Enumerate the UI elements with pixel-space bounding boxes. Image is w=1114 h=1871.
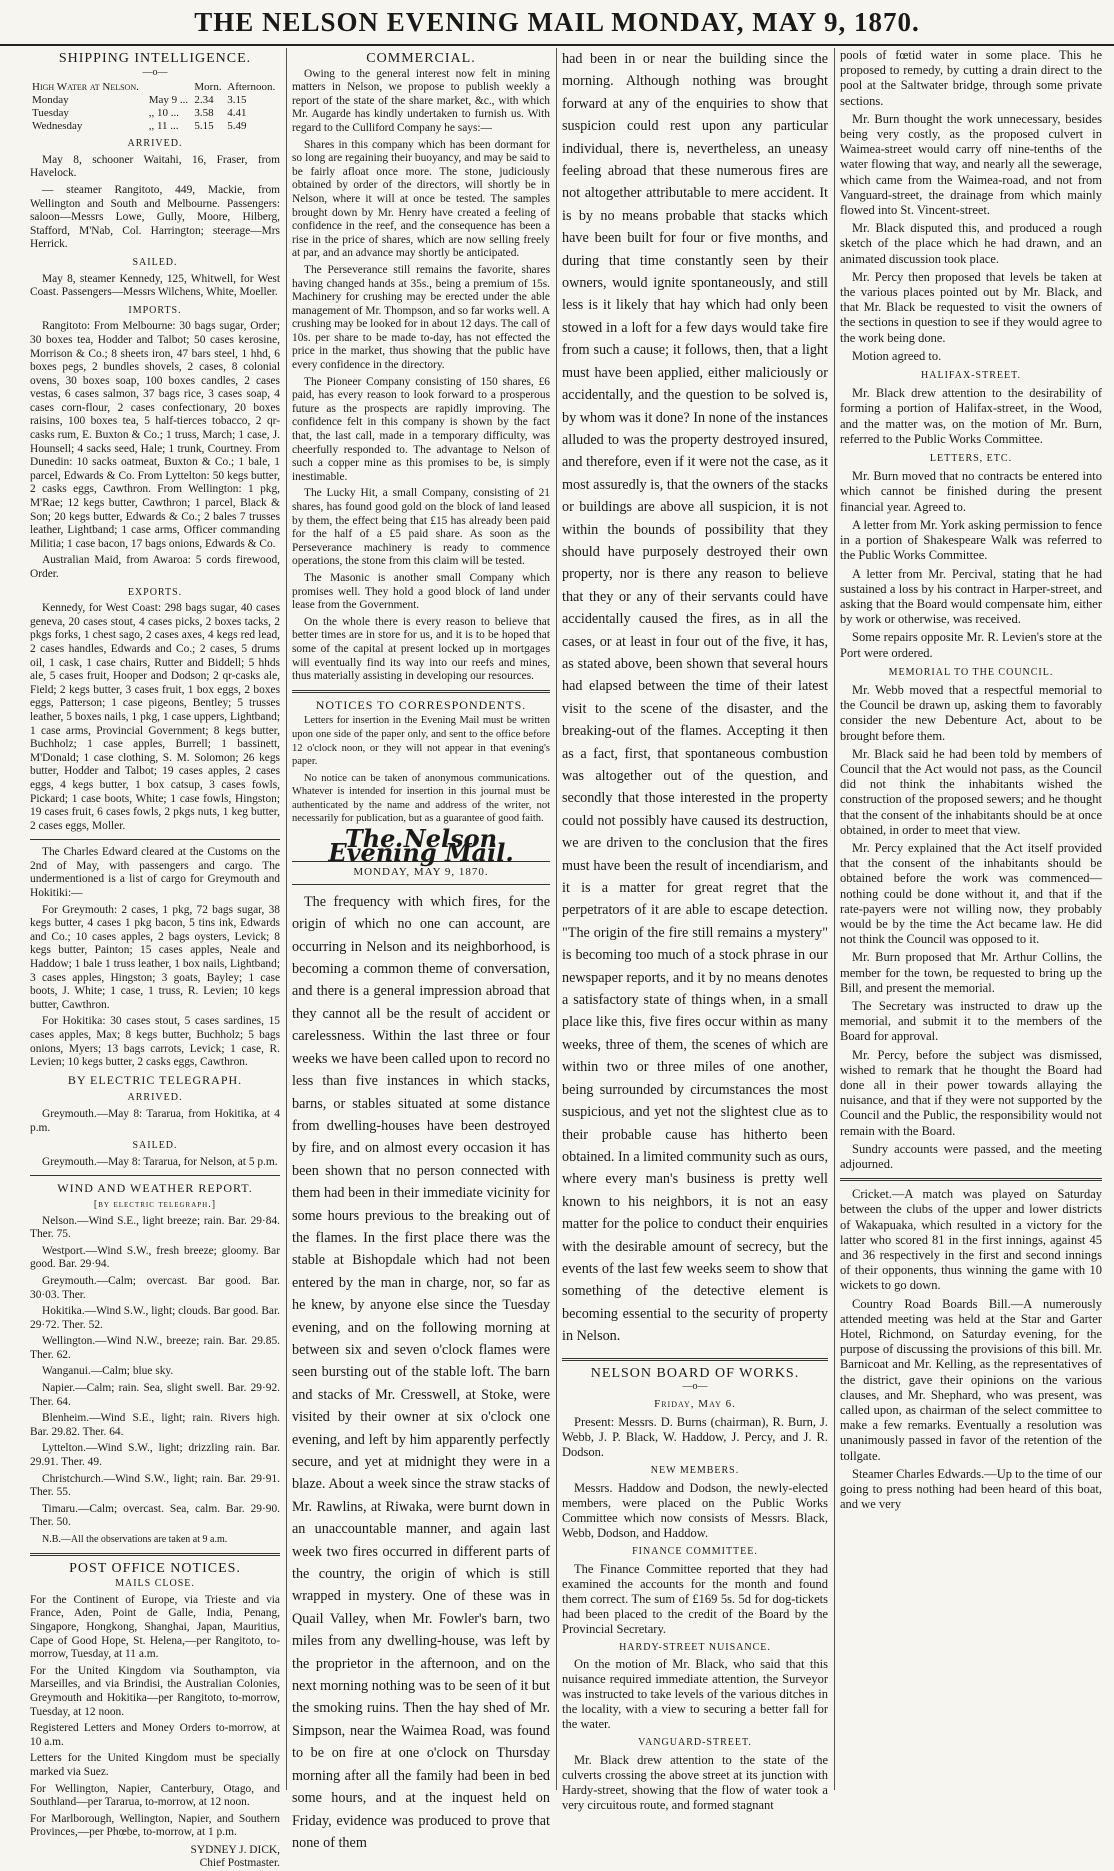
hokitika-cargo: For Hokitika: 30 cases stout, 5 cases sardines, 15 cases apples, Max; 8 kegs butter, Buchholz; 5 bags onions, Myers; 13 bags carrots, Levick; 1 case, R. Levien; 10 kegs butter, 2 casks eggs, Cawthron. (30, 1015, 280, 1069)
vanguard-street-heading: VANGUARD-STREET. (638, 1737, 752, 1749)
notice-paragraph: Letters for insertion in the Evening Mail must be written upon one side of the paper only, and sent to the office before 12 o'clock noon, or they will not appear in that evening's paper. (292, 715, 550, 768)
memorial-heading: MEMORIAL TO THE COUNCIL. (888, 666, 1054, 678)
memorial-paragraph: Mr. Percy, before the subject was dismissed, wished to remark that he thought the Board had done all in their power towards allaying the nuisance, and that if they were not supported by the Council and the Public, the responsibility would not remain with the Board. (840, 1047, 1102, 1138)
ornament: —o— (682, 1381, 708, 1393)
board-date: Friday, May 6. (654, 1397, 736, 1410)
board-paragraph: Motion agreed to. (852, 348, 942, 363)
commercial-paragraph: The Perseverance still remains the favorite, shares having changed hands at 35s., being a premium of 15s. Machinery for crushing may be erected under the able management of Mr. Thompson, and so far works well. A crushing may be looked for in about 12 days. The call of 10s. per share to be made to-day, has not effected the price in the market, thus showing that the public have every confidence in the directory. (292, 263, 550, 372)
tide-row: Wednesday ,, 11 ... 5.15 5.49 (32, 120, 247, 133)
board-paragraph: pools of fœtid water in some place. This he proposed to remedy, by cutting a drain direct to the pool at the Saltwater bridge, through some private sections. (840, 48, 1102, 108)
charles-edward-notice: The Charles Edward cleared at the Customs on the 2nd of May, with passengers and cargo. The undermentioned is a list of cargo for Greymouth and Hokitiki:— (30, 846, 280, 900)
memorial-paragraph: Mr. Percy explained that the Act itself provided that the consent of the inhabitants should be obtained before the work was commenced—nothing could be done without it, and that if the rate-payers were not willing now, they probably would be by the time the Act became law. He did not think the Council was opposed to it. (840, 840, 1102, 947)
board-paragraph: Mr. Percy then proposed that levels be taken at the various places pointed out by Mr. Black, and that Mr. Black be requested to visit the owners of the sections in question to see if they would agree to the work being done. (840, 269, 1102, 345)
letters-paragraph: A letter from Mr. Percival, stating that he had sustained a loss by his contract in Harper-street, and asking that the Board would compensate him, either by work or otherwise, was received. (840, 566, 1102, 627)
halifax-street-heading: HALIFAX-STREET. (921, 370, 1021, 382)
postmaster-name: SYDNEY J. DICK, (190, 1843, 280, 1856)
memorial-paragraph: The Secretary was instructed to draw up the memorial, and submit it to the members of the Board for approval. (840, 998, 1102, 1044)
tides-label: High Water at Nelson. (32, 81, 139, 94)
post-entry: For Wellington, Napier, Canterbury, Otago, and Southland—per Tararua, to-morrow, at 12 noon. (30, 1782, 280, 1809)
greymouth-cargo: For Greymouth: 2 cases, 1 pkg, 72 bags sugar, 38 kegs butter, 4 cases 1 pkg bacon, 5 tins ink, Edwards and Co.; 10 cases apples, 2 bags oysters, Levick; 8 kegs butter, Painton; 15 cases apples, Neale and Haddow; 1 bale 1 truss leather, 1 box nails, Lightband; 3 cases apples, Hingston; 3 goats, Bayley; 1 case boots, J. White; 1 case, 1 truss, R. Levien; 10 kegs butter, Cawthron. (30, 903, 280, 1011)
weather-entry: Wellington.—Wind N.W., breeze; rain. Bar. 29.85. Ther. 62. (30, 1335, 280, 1361)
telegraph-heading: BY ELECTRIC TELEGRAPH. (67, 1072, 243, 1087)
finance-paragraph: The Finance Committee reported that they had examined the accounts for the month and found them correct. The sum of £169 5s. 5d for dog-tickets had been placed to the credit of the Board by the Provincial Secretary. (562, 1561, 828, 1636)
imports-entry: Australian Maid, from Awaroa: 5 cords firewood, Order. (30, 554, 280, 580)
column-board-continued (840, 48, 1102, 1790)
post-entry: Registered Letters and Money Orders to-morrow, at 10 a.m. (30, 1722, 280, 1748)
exports-entry: Kennedy, for West Coast: 298 bags sugar, 40 cases geneva, 20 cases stout, 4 cases picks, 2 boxes tacks, 2 pkgs forks, 1 chest sago, 2 cases axes, 4 kegs red lead, 2 cases handles, Edwards and Co.; 2 cases, 5 drums oil, 1 cask, 1 case chairs, Rutter and Biddell; 5 hhds ale, 5 cases fruit, Hooper and Dodson; 2 qr-casks ale, Field; 2 kegs butter, 3 cases fruit, 1 box eggs, 2 boxes eggs, Patterson; 1 case pigeons, Bentley; 5 trusses leather, 5 boxes nails, 1 pkg, 1 case uppers, Lightband; 1 case arms, Provincial Government; 8 kegs butter, Buchholz; 1 case apples, Burrell; 1 bassinett, M'Donald; 1 case clothing, S. M. Solomon; 26 kegs butter, Hodder and Talbot; 19 cases apples, 2 cases eggs, 4 kegs butter, 1 box catsup, 3 cases fowls, Pickard; 1 case boots, White; 1 case fowls, Hingston; 19 cases fruit, 6 cases fowls, 2 pkgs nuts, 1 keg butter, 2 cases eggs, Moller. (30, 602, 280, 832)
weather-entry: Napier.—Calm; rain. Sea, slight swell. Bar. 29·92. Ther. 64. (30, 1382, 280, 1408)
tides-aft-header: Afternoon. (227, 81, 276, 94)
leader-paragraph: had been in or near the building since the morning. Although nothing was brought forward at any of the enquiries to show that suspicion could rest upon any particular individual, there is, nevertheless, an uneasy feeling abroad that these numerous fires are not altogether attributable to mere accident. It is by no means probable that stacks which have been built for four or five months, and during that time constantly seen by their owners, would ignite spontaneously, and still less is it likely that hay which had only been stowed in a loft for a few days would take fire from such a cause; it follows, then, that a light must have been applied, either maliciously or accidentally, and the question to be solved is, by whom was it done? In none of the instances alluded to was the property destroyed insured, and therefore, even if it were not the case, as it most assuredly is, that the owners of the stacks or buildings are above all suspicion, it is not within the bounds of possibility that they should have purposely destroyed their own property, nor is there any reason to believe that they or any of their servants could have accidentally caused the fires, as in all the cases, or at least in four out of the five, it has, as stated above, been shown that several hours had elapsed between the time of their latest visit to the scene of the disaster, and the breaking-out of the flames. Accepting it then as a fact, first, that spontaneous combustion was altogether out of the question, and secondly that those interested in the property could not possibly have caused its destruction, we are driven to the conclusion that the fires must have been the result of incendiarism, and it is a matter for great regret that the perpetrators of it are able to escape detection. "The origin of the fire still remains a mystery" is becoming too much of a stock phrase in our newspaper reports, and it by no means denotes a satisfactory state of things when, in a small place like this, five fires occur within as many weeks, three of them, the scenes of which are within two or three miles of one another, being surrounded by circumstances the most suspicious, and yet not the slightest clue as to their probable cause has hitherto been obtained. In a limited community such as ours, where every man's business is pretty well known to his neighbors, it is not an easy matter for the police to conduct their enquiries with the desirable amount of secrecy, but the events of the last few weeks seem to show that something of the detective element is becoming essential to the security of property in Nelson. (562, 51, 828, 1345)
commercial-paragraph: Shares in this company which has been dormant for so long are regaining their buoyancy, and may be said to be fairly afloat once more. The stone, judiciously obtained by order of the directors, will shortly be in Nelson, where it will at once be tested. The samples brought down by Mr. Henry have created a feeling of confidence in the reef, and the consequence has been a rise in the price of shares, which are now selling freely at par, and an advance may shortly be anticipated. (292, 138, 550, 260)
mails-close-heading: MAILS CLOSE. (115, 1578, 195, 1590)
commercial-paragraph: On the whole there is every reason to believe that better times are in store for us, and it is to be hoped that some of the capital at present locked up in mortgages will eventually find its way into our reefs and mines, thus materially assisting in developing our resources. (292, 615, 550, 683)
weather-entry: Timaru.—Calm; overcast. Sea, calm. Bar. 29·90. Ther. 50. (30, 1502, 280, 1529)
tide-row: Monday May 9 ... 2.34 3.15 (32, 94, 247, 107)
finance-heading: FINANCE COMMITTEE. (632, 1545, 758, 1557)
arrival-entry: May 8, schooner Waitahi, 16, Fraser, from Havelock. (30, 153, 280, 180)
cricket-paragraph: Cricket.—A match was played on Saturday between the clubs of the upper and lower districts of Wakapuaka, which resulted in a victory for the latter who scored 81 in the first innings, against 45 and 36 respectively in the first and second innings of their opponents, thus winning the game with 10 wickets to go down. (840, 1187, 1102, 1293)
arrival-entry: — steamer Rangitoto, 449, Mackie, from Wellington and South and Melbourne. Passengers: saloon—Messrs Lowe, Gully, Moore, Hilberg, Stafford, M'Nab, Col. Harrington; steerage—Mrs Herrick. (30, 183, 280, 251)
hardy-street-paragraph: On the motion of Mr. Black, who said that this nuisance required immediate attention, the Surveyor was instructed to take levels of the various ditches in the locality, with a view to securing a better fall for the water. (562, 1657, 828, 1732)
vanguard-street-paragraph: Mr. Black drew attention to the state of the culverts crossing the above street at its junction with Hardy-street, showing that the flow of water took a very circuitous route, and formed stagnant (562, 1752, 828, 1812)
exports-heading: EXPORTS. (127, 586, 183, 598)
imports-heading: IMPORTS. (128, 304, 182, 316)
weather-entry: Nelson.—Wind S.E., light breeze; rain. Bar. 29·84. Ther. 75. (30, 1214, 280, 1241)
ornament: —o— (142, 66, 168, 78)
hardy-street-heading: HARDY-STREET NUISANCE. (619, 1641, 771, 1653)
post-entry: Letters for the United Kingdom must be specially marked via Suez. (30, 1752, 280, 1778)
board-present: Present: Messrs. D. Burns (chairman), R. Burn, J. Webb, J. P. Black, W. Haddow, J. Percy, and J. R. Dodson. (562, 1415, 828, 1460)
paper-date: MONDAY, MAY 9, 1870. (353, 866, 489, 879)
road-boards-paragraph: Country Road Boards Bill.—A numerously attended meeting was held at the Star and Garter Hotel, Richmond, on Saturday evening, for the purpose of discussing the provisions of this bill. Mr. Barnicoat and Mr. Kelling, as the representatives of the district, gave their opinions on the various clauses, and Mr. Shephard, who was present, was called upon, as chairman of the select committee to make a few remarks. Eventually a resolution was unanimously passed in favor of the retention of the tollgate. (840, 1296, 1102, 1463)
post-entry: For Marlborough, Wellington, Napier, and Southern Provinces,—per Phœbe, to-morrow, at 1 p.m. (30, 1812, 280, 1839)
weather-entry: Blenheim.—Wind S.E., light; rain. Rivers high. Bar. 29.82. Ther. 64. (30, 1412, 280, 1438)
steamer-paragraph: Steamer Charles Edwards.—Up to the time of our going to press nothing had been heard of this boat, and we very (840, 1466, 1102, 1512)
commercial-heading: COMMERCIAL. (366, 51, 476, 66)
memorial-paragraph: Mr. Burn proposed that Mr. Arthur Collins, the member for the town, be requested to bring up the Bill, and present the memorial. (840, 950, 1102, 995)
letters-paragraph: Mr. Burn moved that no contracts be entered into which cannot be finished during the present financial year. Agreed to. (840, 469, 1102, 514)
arrived-heading: ARRIVED. (127, 138, 183, 150)
letters-paragraph: A letter from Mr. York asking permission to fence in a portion of Shakespeare Walk was referred to the Public Works Committee. (840, 517, 1102, 563)
commercial-paragraph: The Masonic is another small Company which promises well. They hold a good block of land under lease from the Government. (292, 571, 550, 612)
board-paragraph: Mr. Burn thought the work unnecessary, besides being very costly, as the proposed culvert in Waimea-street would carry off nine-tenths of the water flowing that way, and nearly all the sewerage, which came from the Waimea-road, and not from Vanguard-street, the drainage from which mainly flowed into St. Vincent-street. (840, 111, 1102, 218)
leader-article (292, 891, 550, 1854)
weather-entry: Hokitika.—Wind S.W., light; clouds. Bar good. Bar. 29·72. Ther. 52. (30, 1305, 280, 1331)
column-rule (834, 48, 835, 1790)
tel-arrived-entry: Greymouth.—May 8: Tararua, from Hokitika, at 4 p.m. (30, 1107, 280, 1134)
post-entry: For the Continent of Europe, via Trieste and via France, Aden, Point de Galle, India, Penang, Singapore, Hongkong, Shanghai, Japan, Mauritius, Cape of Good Hope, St. Helena,—per Rangitoto, to-morrow, Tuesday, at 11 a.m. (30, 1593, 280, 1661)
tel-arrived-heading: ARRIVED. (127, 1092, 183, 1104)
memorial-paragraph: Sundry accounts were passed, and the meeting adjourned. (840, 1141, 1102, 1172)
weather-entry: Lyttelton.—Wind S.W., light; drizzling rain. Bar. 29.91. Ther. 49. (30, 1442, 280, 1469)
column-shipping (30, 48, 280, 1870)
postmaster-title: Chief Postmaster. (199, 1857, 280, 1870)
column-rule (286, 48, 287, 1790)
halifax-paragraph: Mr. Black drew attention to the desirability of forming a portion of Halifax-street, in the Wood, and the matter was, on the motion of Mr. Burn, referred to the Public Works Committee. (840, 386, 1102, 446)
leader-continued (562, 48, 828, 1348)
tel-sailed-entry: Greymouth.—May 8: Tararua, for Nelson, at 5 p.m. (42, 1155, 278, 1168)
post-office-heading: POST OFFICE NOTICES. (69, 1560, 241, 1576)
tide-row: Tuesday ,, 10 ... 3.58 4.41 (32, 107, 247, 120)
memorial-paragraph: Mr. Webb moved that a respectful memorial to the Council be drawn up, asking them to favorably consider the new Debenture Act, about to be brought before them. (840, 682, 1102, 743)
letters-heading: LETTERS, ETC. (929, 453, 1013, 465)
sailed-entry: May 8, steamer Kennedy, 125, Whitwell, for West Coast. Passengers—Messrs Wilchens, White, Moeller. (30, 272, 280, 299)
masthead: THE NELSON EVENING MAIL MONDAY, MAY 9, 1870. (0, 0, 1114, 46)
notice-paragraph: No notice can be taken of anonymous communications. Whatever is intended for insertion in this journal must be authenticated by the name and address of the writer, not necessarily for publication, but as a guarantee of good faith. (292, 772, 550, 825)
board-paragraph: Mr. Black disputed this, and produced a rough sketch of the place which he had drawn, and an animated discussion took place. (840, 221, 1102, 266)
column-leader-board (562, 48, 828, 1812)
leader-paragraph: The frequency with which fires, for the origin of which no one can account, are occurring in Nelson and its neighborhood, is becoming a common theme of conversation, and there is a general impression abroad that they cannot all be the result of accident or carelessness. Within the last three or four weeks we have been called upon to record no less than five instances in which stacks, barns, or stables situated at some distance from dwelling-houses have been destroyed by fire, and on almost every occasion it has been shown that no person connected with them had been in their immediate vicinity for some hours previous to the breaking out of the flames. In the first place there was the stable at Bishopdale which had not been entered by the man in charge, nor, so far as he knew, by anyone else since the Tuesday evening, and on the following morning at between six and seven o'clock flames were seen bursting out of the stable loft. The barn and stacks of Mr. Cresswell, at Stoke, were visited by their owner at six o'clock one evening, and left by him apparently perfectly secure, and yet at midnight they were in a blaze. About a week since the straw stacks of Mr. Rawlins, at Riwaka, were burnt down in an unaccountable manner, and again last week two fires occurred in different parts of the country, the origin of which is still wrapped in mystery. One of these was in Quail Valley, when Mr. Fowler's barn, two miles from any dwelling-house, was left by the proprietor in the afternoon, and on the next morning nothing was to be seen of it but the smoking ruins. Then the hay shed of Mr. Simpson, near the Waimea Road, was found to be on fire at one o'clock on Thursday morning after all the family had been in bed some hours, and at the inquest held on Friday, evidence was produced to prove that none of them (292, 893, 550, 1851)
paper-title: The Nelson Evening Mail. (328, 824, 514, 867)
post-entry: For the United Kingdom via Southampton, via Marseilles, and via Brindisi, the Australian Colonies, Greymouth and Hokitika—per Rangitoto, to-morrow, Tuesday, at 12 noon. (30, 1664, 280, 1718)
new-members-heading: NEW MEMBERS. (650, 1465, 740, 1477)
memorial-paragraph: Mr. Black said he had been told by members of Council that the Act would not pass, as the Council did not think the inhabitants wished the construction of the proposed sewers; and he thought that the consent of the inhabitants should be at once obtained, in order to meet that view. (840, 746, 1102, 837)
imports-entry: Rangitoto: From Melbourne: 30 bags sugar, Order; 30 boxes tea, Hodder and Talbot; 50 cases kerosine, Morrison & Co.; 8 sheets iron, 47 bars steel, 1 hhd, 6 boxes pegs, 2 bundles shovels, 2 cases, 8 colonial ovens, 30 boxes soap, 100 boxes candles, 2 cases vestas, 6 cases salmon, 37 bags rice, 3 cases soap, 4 cases corn-flour, 2 cases confectionary, 20 boxes raisins, 100 boxes tea, 5 half-tierces tobacco, 2 qr-casks rum, E. Buxton & Co.; 1 truss, March; 1 case, J. Hounsell; 4 sacks seed, Hale; 1 trunk, Courtney. From Dunedin: 10 sacks oatmeat, Buxton & Co.; 1 bale, 1 parcel, Edwards & Co. From Lyttelton: 50 kegs butter, 2 casks eggs, Cawthron. From Wellington: 1 pkg, M'Rae; 12 kegs butter, Cawthron; 1 parcel, Black & Son; 20 kegs butter, Edwards & Co.; 2 bales 7 trusses leather, Lightband; 1 case arms, Officer commanding Militia; 1 case bacon, 17 bags onions, Edwards & Co. (30, 320, 280, 550)
weather-entry: Christchurch.—Wind S.W., light; rain. Bar. 29·91. Ther. 55. (30, 1472, 280, 1499)
column-commercial (292, 48, 550, 1851)
weather-entry: Greymouth.—Calm; overcast. Bar good. Bar. 30·03. Ther. (30, 1274, 280, 1301)
letters-paragraph: Some repairs opposite Mr. R. Levien's store at the Port were ordered. (840, 630, 1102, 660)
notices-heading: NOTICES TO CORRESPONDENTS. (315, 697, 527, 712)
weather-heading: WIND AND WEATHER REPORT. (57, 1181, 253, 1196)
board-heading: NELSON BOARD OF WORKS. (590, 1365, 800, 1381)
tel-sailed-heading: SAILED. (132, 1140, 178, 1152)
commercial-paragraph: The Pioneer Company consisting of 150 shares, £6 paid, has every reason to look forward to a prosperous future as the prospects are rapidly improving. The confidence felt in this company is shown by the fact that, the last call, made in a temporary difficulty, was cheerfully responded to. The advantage to Nelson of such a copper mine as this promises to be, is simply inestimable. (292, 375, 550, 483)
tides-morn-header: Morn. (194, 81, 222, 94)
commercial-paragraph: The Lucky Hit, a small Company, consisting of 21 shares, has found good gold on the block of land leased by them, the effect being that £15 has already been paid for the half of a £5 paid share. As soon as the Perseverance machinery is ready to commence operations, the stone from this claim will be tested. (292, 487, 550, 568)
tide-table (30, 81, 280, 133)
commercial-paragraph: Owing to the general interest now felt in mining matters in Nelson, we propose to publish weekly a report of the state of the share market, &c., with which Mr. Augarde has kindly undertaken to furnish us. With regard to the Culliford Company he says:— (292, 67, 550, 134)
sailed-heading: SAILED. (132, 256, 178, 268)
weather-entry: Westport.—Wind S.W., fresh breeze; gloomy. Bar good. Bar. 29·94. (30, 1244, 280, 1271)
weather-subheading: [by electric telegraph.] (93, 1198, 217, 1210)
shipping-heading: SHIPPING INTELLIGENCE. (58, 51, 252, 66)
weather-entry: Wanganui.—Calm; blue sky. (42, 1365, 174, 1378)
column-rule (556, 48, 557, 1790)
new-members-paragraph: Messrs. Haddow and Dodson, the newly-elected members, were placed on the Public Works Committee which now consists of Messrs. Black, Webb, Dodson, and Haddow. (562, 1480, 828, 1540)
weather-note: N.B.—All the observations are taken at 9 a.m. (42, 1534, 228, 1545)
